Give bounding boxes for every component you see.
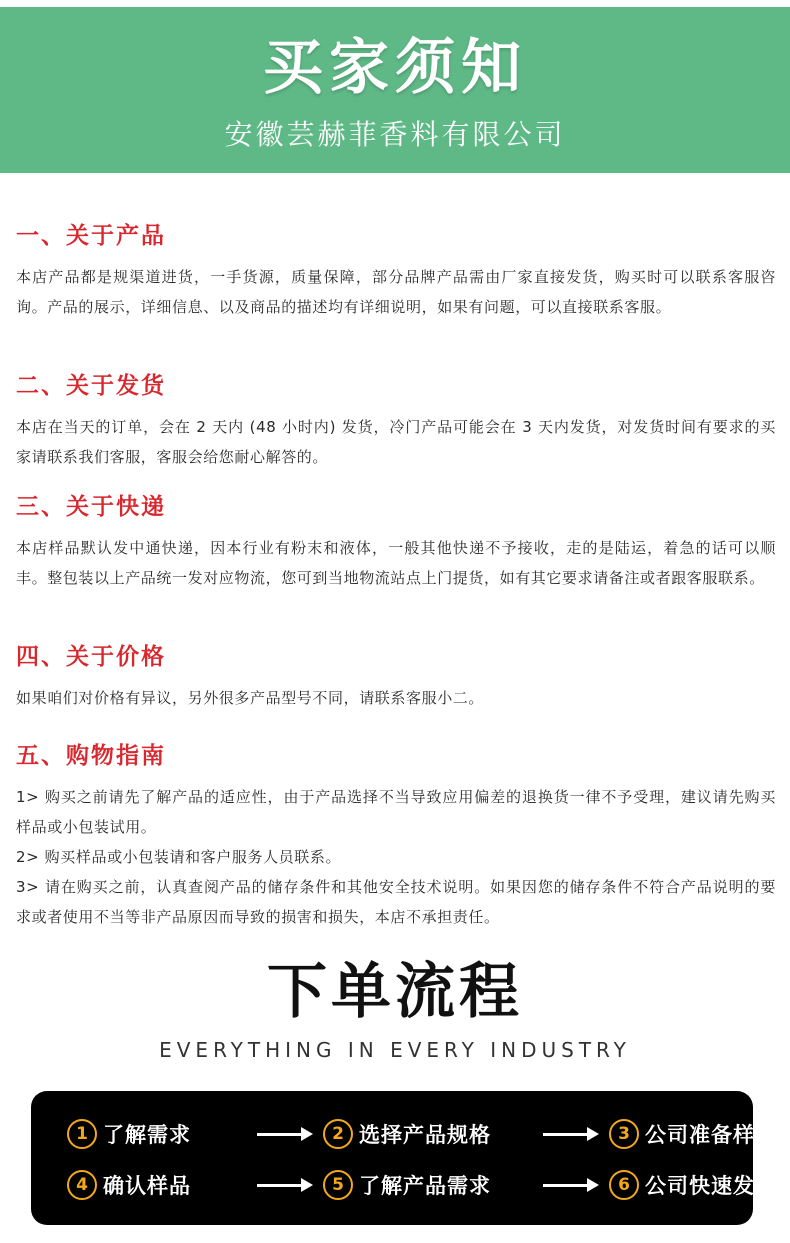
- section-express: [16, 491, 776, 593]
- flow-subtitle: EVERYTHING IN EVERY INDUSTRY: [159, 1038, 631, 1062]
- order-flow-panel: [31, 1091, 777, 1225]
- section-paragraph: 本店样品默认发中通快递，因本行业有粉末和液体，一般其他快递不予接收，走的是陆运，着急的话可以顺丰。整包装以上产品统一发对应物流，您可到当地物流站点上门提货，如有其它要求请备注或者跟客服联系。: [16, 539, 776, 587]
- section-body: [16, 683, 776, 713]
- flow-row: [67, 1114, 789, 1154]
- step-label: 了解需求: [103, 1123, 191, 1147]
- flow-step-1: [67, 1119, 247, 1149]
- section-heading: 五、购物指南: [16, 743, 166, 769]
- flow-step-6: [609, 1170, 789, 1200]
- section-body: [16, 533, 776, 593]
- step-label: 公司快速发货: [645, 1174, 777, 1198]
- section-guide: [16, 740, 776, 932]
- step-number-badge: 6: [609, 1170, 639, 1200]
- section-body: [16, 412, 776, 472]
- section-heading: 四、关于价格: [16, 644, 166, 670]
- section-paragraph: 本店产品都是规渠道进货，一手货源，质量保障，部分品牌产品需由厂家直接发货，购买时可以联系客服咨询。产品的展示，详细信息、以及商品的描述均有详细说明，如果有问题，可以直接联系客服。: [16, 268, 776, 316]
- guide-item-3: 3> 请在购买之前，认真查阅产品的储存条件和其他安全技术说明。如果因您的储存条件不符合产品说明的要求或者使用不当等非产品原因而导致的损害和损失，本店不承担责任。: [16, 878, 776, 926]
- step-label: 公司准备样品: [645, 1123, 777, 1147]
- section-price: [16, 641, 776, 713]
- section-heading: 一、关于产品: [16, 223, 166, 249]
- arrow-right-icon: [257, 1124, 313, 1144]
- flow-title: 下单流程: [267, 957, 523, 1027]
- flow-step-2: [323, 1119, 533, 1149]
- section-paragraph: 本店在当天的订单，会在 2 天内 (48 小时内) 发货，冷门产品可能会在 3 天内发货，对发货时间有要求的买家请联系我们客服，客服会给您耐心解答的。: [16, 418, 776, 466]
- guide-item-1: 1> 购买之前请先了解产品的适应性，由于产品选择不当导致应用偏差的退换货一律不予受理，建议请先购买样品或小包装试用。: [16, 788, 776, 836]
- flow-step-4: [67, 1170, 247, 1200]
- guide-item-2: 2> 购买样品或小包装请和客户服务人员联系。: [16, 848, 342, 866]
- step-number-badge: 4: [67, 1170, 97, 1200]
- step-number-badge: 1: [67, 1119, 97, 1149]
- page-title: 买家须知: [263, 33, 527, 103]
- section-heading: 二、关于发货: [16, 373, 166, 399]
- header-banner: [0, 7, 790, 173]
- step-label: 确认样品: [103, 1174, 191, 1198]
- step-number-badge: 2: [323, 1119, 353, 1149]
- section-body: [16, 262, 776, 322]
- section-body: [16, 782, 776, 932]
- flow-step-3: [609, 1119, 789, 1149]
- step-number-badge: 3: [609, 1119, 639, 1149]
- section-product: [16, 220, 776, 322]
- arrow-right-icon: [543, 1124, 599, 1144]
- section-paragraph: 如果咱们对价格有异议，另外很多产品型号不同，请联系客服小二。: [16, 689, 485, 707]
- flow-row: [67, 1165, 789, 1205]
- section-heading: 三、关于快递: [16, 494, 166, 520]
- company-name: 安徽芸赫菲香料有限公司: [224, 118, 566, 151]
- step-number-badge: 5: [323, 1170, 353, 1200]
- step-label: 选择产品规格: [359, 1123, 491, 1147]
- arrow-right-icon: [257, 1175, 313, 1195]
- arrow-right-icon: [543, 1175, 599, 1195]
- flow-step-5: [323, 1170, 533, 1200]
- section-shipping: [16, 370, 776, 472]
- step-label: 了解产品需求: [359, 1174, 491, 1198]
